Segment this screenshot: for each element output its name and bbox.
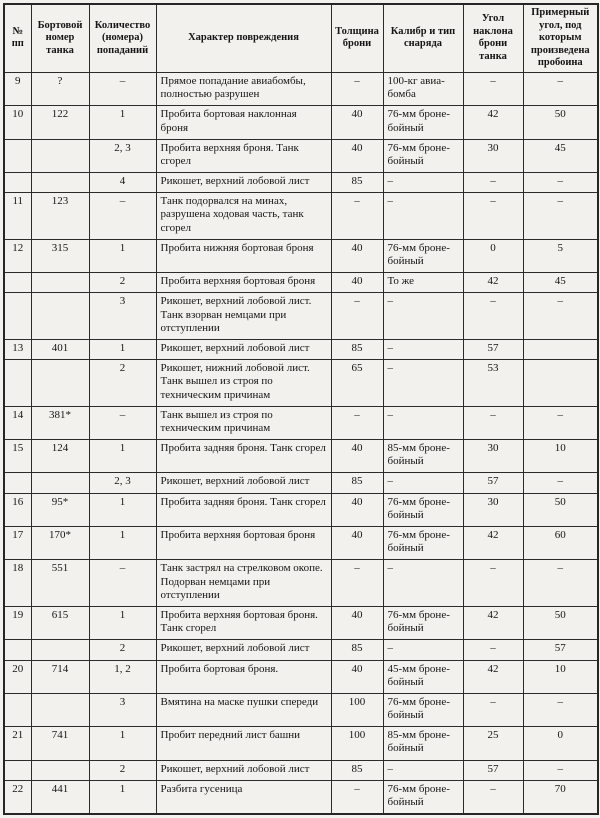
col-header-shell-type: Калибр и тип снаряда xyxy=(383,4,463,72)
cell-hit-count: 1 xyxy=(89,527,156,560)
cell-damage: Пробита верхняя бортовая броня xyxy=(156,273,331,293)
cell-armor-angle: 42 xyxy=(463,273,523,293)
col-header-hole-angle: Примерный угол, под которым произведена пробоина xyxy=(523,4,598,72)
cell-shell: – xyxy=(383,360,463,407)
cell-armor-thickness: 40 xyxy=(331,606,383,639)
cell-tank-number xyxy=(31,273,89,293)
cell-shell: – xyxy=(383,406,463,439)
table-row xyxy=(4,440,598,473)
cell-index: 10 xyxy=(4,106,31,139)
cell-index xyxy=(4,360,31,407)
table-row xyxy=(4,339,598,359)
cell-armor-thickness: 40 xyxy=(331,139,383,172)
cell-hit-count: 3 xyxy=(89,693,156,726)
cell-hole-angle: 70 xyxy=(523,780,598,814)
cell-armor-angle: 57 xyxy=(463,339,523,359)
cell-hit-count: 2, 3 xyxy=(89,473,156,493)
cell-index: 13 xyxy=(4,339,31,359)
table-row xyxy=(4,727,598,760)
tank-damage-table xyxy=(3,3,599,815)
cell-tank-number xyxy=(31,293,89,340)
cell-armor-angle: – xyxy=(463,406,523,439)
cell-tank-number: 381* xyxy=(31,406,89,439)
cell-damage: Танк вышел из строя по техническим причинам xyxy=(156,406,331,439)
cell-hole-angle xyxy=(523,360,598,407)
cell-damage: Танк застрял на стрелковом окопе. Подорван немцами при отступлении xyxy=(156,560,331,607)
cell-damage: Рикошет, верхний лобовой лист. Танк взорван немцами при отступлении xyxy=(156,293,331,340)
cell-armor-thickness: – xyxy=(331,293,383,340)
cell-armor-angle: – xyxy=(463,560,523,607)
table-row xyxy=(4,273,598,293)
cell-hit-count: 1 xyxy=(89,493,156,526)
table-row xyxy=(4,527,598,560)
table-row xyxy=(4,606,598,639)
cell-armor-angle: 42 xyxy=(463,606,523,639)
cell-armor-angle: – xyxy=(463,173,523,193)
cell-index: 16 xyxy=(4,493,31,526)
cell-tank-number: 551 xyxy=(31,560,89,607)
cell-index: 9 xyxy=(4,72,31,105)
cell-hole-angle: 45 xyxy=(523,139,598,172)
cell-damage: Пробита бортовая наклонная броня xyxy=(156,106,331,139)
table-row xyxy=(4,139,598,172)
cell-hit-count: 3 xyxy=(89,293,156,340)
cell-armor-thickness: – xyxy=(331,72,383,105)
cell-tank-number: 615 xyxy=(31,606,89,639)
cell-tank-number xyxy=(31,173,89,193)
cell-damage: Рикошет, верхний лобовой лист xyxy=(156,473,331,493)
cell-tank-number: 714 xyxy=(31,660,89,693)
cell-armor-angle: – xyxy=(463,72,523,105)
col-header-tank-number: Бортовой номер танка xyxy=(31,4,89,72)
cell-hole-angle: 45 xyxy=(523,273,598,293)
header-row xyxy=(4,4,598,72)
col-header-armor-angle: Угол наклона брони танка xyxy=(463,4,523,72)
cell-tank-number: 170* xyxy=(31,527,89,560)
cell-tank-number xyxy=(31,473,89,493)
cell-armor-angle: 57 xyxy=(463,473,523,493)
cell-tank-number xyxy=(31,360,89,407)
cell-shell: 76-мм броне-бойный xyxy=(383,606,463,639)
cell-damage: Пробита нижняя бортовая броня xyxy=(156,239,331,272)
cell-damage: Разбита гусеница xyxy=(156,780,331,814)
cell-hole-angle: 0 xyxy=(523,727,598,760)
table-row xyxy=(4,493,598,526)
cell-index: 11 xyxy=(4,193,31,240)
cell-index xyxy=(4,640,31,660)
cell-damage: Танк подорвался на минах, разрушена ходовая часть, танк сгорел xyxy=(156,193,331,240)
cell-hole-angle: 50 xyxy=(523,606,598,639)
col-header-hit-count: Количество (номера) попаданий xyxy=(89,4,156,72)
cell-damage: Пробита верхняя броня. Танк сгорел xyxy=(156,139,331,172)
cell-hit-count: 1 xyxy=(89,606,156,639)
cell-tank-number: ? xyxy=(31,72,89,105)
cell-damage: Рикошет, верхний лобовой лист xyxy=(156,173,331,193)
cell-shell: – xyxy=(383,193,463,240)
cell-hit-count: – xyxy=(89,193,156,240)
cell-hit-count: 2 xyxy=(89,760,156,780)
cell-armor-angle: 42 xyxy=(463,527,523,560)
cell-damage: Пробита верхняя бортовая броня. Танк сгорел xyxy=(156,606,331,639)
cell-armor-angle: – xyxy=(463,293,523,340)
table-row xyxy=(4,780,598,814)
cell-hole-angle: 5 xyxy=(523,239,598,272)
cell-hole-angle: – xyxy=(523,693,598,726)
cell-index: 21 xyxy=(4,727,31,760)
cell-shell: – xyxy=(383,473,463,493)
cell-shell: – xyxy=(383,339,463,359)
cell-tank-number: 122 xyxy=(31,106,89,139)
cell-hit-count: – xyxy=(89,560,156,607)
cell-damage: Пробита верхняя бортовая броня xyxy=(156,527,331,560)
cell-hit-count: 1 xyxy=(89,727,156,760)
cell-armor-thickness: 40 xyxy=(331,493,383,526)
table-row xyxy=(4,406,598,439)
cell-index: 17 xyxy=(4,527,31,560)
cell-damage: Пробита задняя броня. Танк сгорел xyxy=(156,440,331,473)
cell-armor-thickness: 100 xyxy=(331,727,383,760)
cell-hole-angle: – xyxy=(523,193,598,240)
cell-armor-angle: 30 xyxy=(463,440,523,473)
cell-armor-angle: – xyxy=(463,780,523,814)
cell-shell: – xyxy=(383,293,463,340)
cell-armor-angle: 42 xyxy=(463,106,523,139)
cell-hole-angle: – xyxy=(523,72,598,105)
table-row xyxy=(4,560,598,607)
cell-tank-number: 401 xyxy=(31,339,89,359)
cell-tank-number: 741 xyxy=(31,727,89,760)
cell-armor-thickness: 40 xyxy=(331,440,383,473)
cell-hit-count: 4 xyxy=(89,173,156,193)
cell-tank-number: 124 xyxy=(31,440,89,473)
cell-armor-angle: – xyxy=(463,693,523,726)
cell-tank-number: 95* xyxy=(31,493,89,526)
cell-index: 18 xyxy=(4,560,31,607)
cell-hit-count: 1 xyxy=(89,239,156,272)
cell-shell: – xyxy=(383,760,463,780)
table-row xyxy=(4,473,598,493)
cell-armor-thickness: 40 xyxy=(331,660,383,693)
table-row xyxy=(4,693,598,726)
cell-hit-count: 1, 2 xyxy=(89,660,156,693)
cell-armor-thickness: – xyxy=(331,560,383,607)
cell-shell: 45-мм броне-бойный xyxy=(383,660,463,693)
cell-index xyxy=(4,273,31,293)
cell-hole-angle: 50 xyxy=(523,106,598,139)
cell-hole-angle: – xyxy=(523,173,598,193)
cell-shell: 76-мм броне-бойный xyxy=(383,527,463,560)
table-row xyxy=(4,293,598,340)
cell-armor-thickness: 40 xyxy=(331,527,383,560)
cell-index xyxy=(4,173,31,193)
col-header-damage-type: Характер повреждения xyxy=(156,4,331,72)
cell-shell: 85-мм броне-бойный xyxy=(383,727,463,760)
cell-armor-angle: 53 xyxy=(463,360,523,407)
cell-shell: 76-мм броне-бойный xyxy=(383,139,463,172)
cell-tank-number xyxy=(31,139,89,172)
cell-armor-thickness: 85 xyxy=(331,640,383,660)
cell-damage: Рикошет, нижний лобовой лист. Танк вышел из строя по техническим причинам xyxy=(156,360,331,407)
cell-armor-thickness: 100 xyxy=(331,693,383,726)
cell-hit-count: 2 xyxy=(89,640,156,660)
cell-hit-count: – xyxy=(89,72,156,105)
cell-armor-thickness: 85 xyxy=(331,760,383,780)
cell-index xyxy=(4,473,31,493)
cell-index: 19 xyxy=(4,606,31,639)
cell-index: 20 xyxy=(4,660,31,693)
cell-hole-angle: – xyxy=(523,760,598,780)
cell-armor-thickness: 65 xyxy=(331,360,383,407)
cell-shell: То же xyxy=(383,273,463,293)
cell-armor-thickness: 40 xyxy=(331,239,383,272)
cell-armor-angle: 0 xyxy=(463,239,523,272)
cell-index xyxy=(4,760,31,780)
cell-hit-count: 2 xyxy=(89,360,156,407)
cell-hit-count: 2 xyxy=(89,273,156,293)
cell-shell: 76-мм броне-бойный xyxy=(383,106,463,139)
cell-index xyxy=(4,693,31,726)
cell-shell: – xyxy=(383,173,463,193)
table-row xyxy=(4,106,598,139)
cell-hit-count: – xyxy=(89,406,156,439)
table-row xyxy=(4,660,598,693)
cell-hole-angle: 57 xyxy=(523,640,598,660)
cell-hit-count: 1 xyxy=(89,339,156,359)
col-header-armor-thickness: Толщина брони xyxy=(331,4,383,72)
cell-damage: Рикошет, верхний лобовой лист xyxy=(156,339,331,359)
cell-hole-angle: 60 xyxy=(523,527,598,560)
cell-damage: Вмятина на маске пушки спереди xyxy=(156,693,331,726)
cell-hole-angle: 10 xyxy=(523,440,598,473)
cell-tank-number: 123 xyxy=(31,193,89,240)
cell-armor-angle: – xyxy=(463,193,523,240)
cell-tank-number: 441 xyxy=(31,780,89,814)
cell-armor-angle: 42 xyxy=(463,660,523,693)
table-row xyxy=(4,360,598,407)
cell-armor-thickness: – xyxy=(331,406,383,439)
cell-armor-angle: 57 xyxy=(463,760,523,780)
cell-hit-count: 2, 3 xyxy=(89,139,156,172)
cell-damage: Пробит передний лист башни xyxy=(156,727,331,760)
cell-damage: Пробита бортовая броня. xyxy=(156,660,331,693)
cell-tank-number xyxy=(31,693,89,726)
cell-shell: 76-мм броне-бойный xyxy=(383,780,463,814)
cell-tank-number: 315 xyxy=(31,239,89,272)
cell-hole-angle xyxy=(523,339,598,359)
cell-armor-angle: – xyxy=(463,640,523,660)
cell-shell: 100-кг авиа-бомба xyxy=(383,72,463,105)
table-row xyxy=(4,640,598,660)
cell-hole-angle: – xyxy=(523,406,598,439)
cell-shell: 76-мм броне-бойный xyxy=(383,693,463,726)
cell-armor-thickness: 40 xyxy=(331,273,383,293)
table-body xyxy=(4,72,598,814)
cell-armor-angle: 25 xyxy=(463,727,523,760)
cell-armor-thickness: 85 xyxy=(331,173,383,193)
cell-armor-thickness: 40 xyxy=(331,106,383,139)
cell-damage: Прямое попадание авиабомбы, полностью разрушен xyxy=(156,72,331,105)
cell-shell: 76-мм броне-бойный xyxy=(383,239,463,272)
cell-hit-count: 1 xyxy=(89,106,156,139)
cell-damage: Пробита задняя броня. Танк сгорел xyxy=(156,493,331,526)
cell-index xyxy=(4,139,31,172)
cell-shell: – xyxy=(383,560,463,607)
cell-index: 15 xyxy=(4,440,31,473)
cell-hole-angle: – xyxy=(523,473,598,493)
table-row xyxy=(4,760,598,780)
cell-hole-angle: 50 xyxy=(523,493,598,526)
cell-hole-angle: – xyxy=(523,293,598,340)
cell-armor-thickness: 85 xyxy=(331,339,383,359)
cell-shell: – xyxy=(383,640,463,660)
table-row xyxy=(4,239,598,272)
cell-index: 22 xyxy=(4,780,31,814)
cell-armor-thickness: – xyxy=(331,193,383,240)
cell-index xyxy=(4,293,31,340)
col-header-index: № пп xyxy=(4,4,31,72)
cell-damage: Рикошет, верхний лобовой лист xyxy=(156,760,331,780)
cell-armor-thickness: 85 xyxy=(331,473,383,493)
table-row xyxy=(4,72,598,105)
cell-armor-thickness: – xyxy=(331,780,383,814)
cell-index: 14 xyxy=(4,406,31,439)
cell-hole-angle: 10 xyxy=(523,660,598,693)
table-row xyxy=(4,193,598,240)
cell-hit-count: 1 xyxy=(89,780,156,814)
cell-armor-angle: 30 xyxy=(463,493,523,526)
table-row xyxy=(4,173,598,193)
cell-index: 12 xyxy=(4,239,31,272)
cell-hit-count: 1 xyxy=(89,440,156,473)
cell-damage: Рикошет, верхний лобовой лист xyxy=(156,640,331,660)
cell-shell: 85-мм броне-бойный xyxy=(383,440,463,473)
cell-armor-angle: 30 xyxy=(463,139,523,172)
cell-tank-number xyxy=(31,760,89,780)
cell-hole-angle: – xyxy=(523,560,598,607)
cell-tank-number xyxy=(31,640,89,660)
cell-shell: 76-мм броне-бойный xyxy=(383,493,463,526)
